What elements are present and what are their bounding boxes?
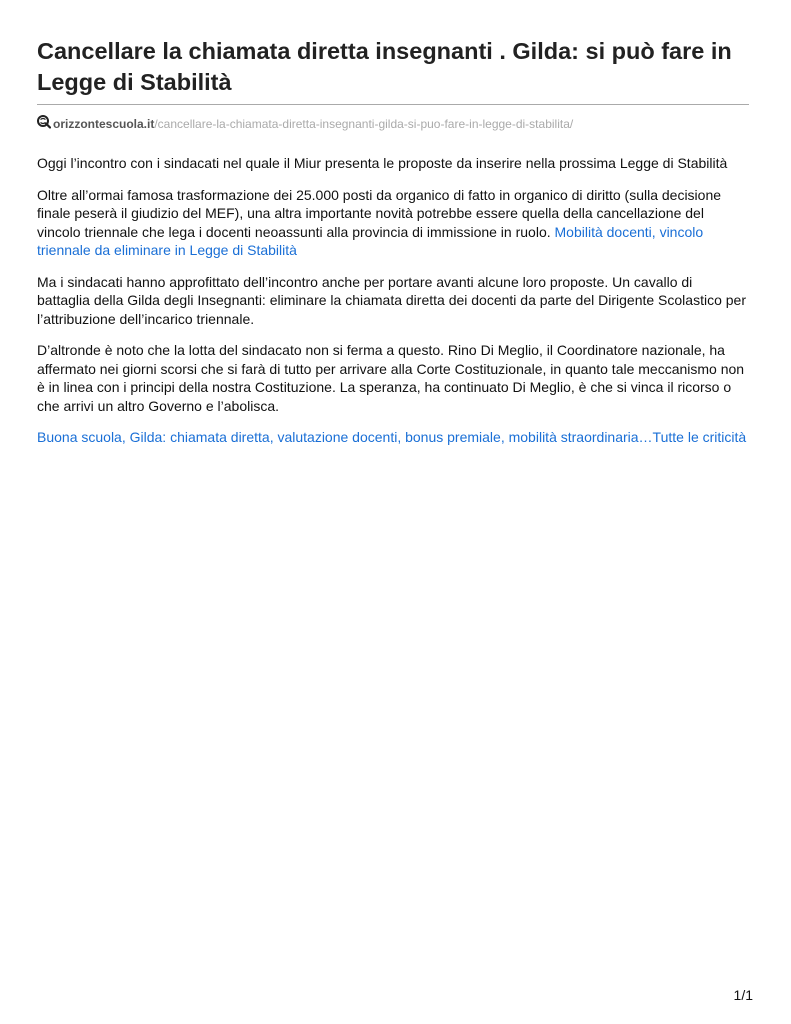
source-line xyxy=(37,117,749,131)
page-number: 1/1 xyxy=(733,987,753,1003)
paragraph-3: Ma i sindacati hanno approfittato dell’incontro anche per portare avanti alcune loro proposte. Un cavallo di battaglia della Gilda degli Insegnanti: eliminare la chiamata diretta dei docenti da parte del Dirigente Scolastico per l’attribuzione dell’incarico triennale. xyxy=(37,273,746,327)
paragraph-4: D’altronde è noto che la lotta del sindacato non si ferma a questo. Rino Di Meglio, il Coordinatore nazionale, ha affermato nei giorni scorsi che si farà di tutto per arrivare alla Corte Costituzionale, in quanto tale meccanismo non è in linea con i principi della nostra Costituzione. La speranza, ha continuato Di Meglio, è che si vinca il ricorso o che arrivi un altro Governo e l’abolisca. xyxy=(37,342,745,414)
mobilita-docenti-link[interactable]: Mobilità docenti, vincolo triennale da eliminare in Legge di Stabilità xyxy=(37,223,704,258)
site-logo-icon xyxy=(37,115,51,129)
paragraph-5 xyxy=(37,428,749,447)
paragraph-2 xyxy=(37,186,749,260)
source-path-link[interactable]: /cancellare-la-chiamata-diretta-insegnanti-gilda-si-puo-fare-in-legge-di-stabilita/ xyxy=(154,117,574,131)
article xyxy=(37,36,749,447)
paragraph-1: Oggi l’incontro con i sindacati nel quale il Miur presenta le proposte da inserire nella prossima Legge di Stabilità xyxy=(37,155,728,171)
paragraph-2-text: Oltre all’ormai famosa trasformazione dei 25.000 posti da organico di fatto in organico di diritto (sulla decisione finale peserà il giudizio del MEF), una altra importante novità potrebbe essere quella della cancellazione del vincolo triennale che lega i docenti neoassunti alla provincia di immissione in ruolo. xyxy=(37,186,722,240)
source-domain-link[interactable]: orizzontescuola.it xyxy=(53,117,155,131)
article-title: Cancellare la chiamata diretta insegnanti . Gilda: si può fare in Legge di Stabilità xyxy=(37,38,732,95)
title-divider xyxy=(37,104,749,105)
buona-scuola-link[interactable]: Buona scuola, Gilda: chiamata diretta, valutazione docenti, bonus premiale, mobilità straordinaria…Tutte le criticità xyxy=(37,429,747,445)
